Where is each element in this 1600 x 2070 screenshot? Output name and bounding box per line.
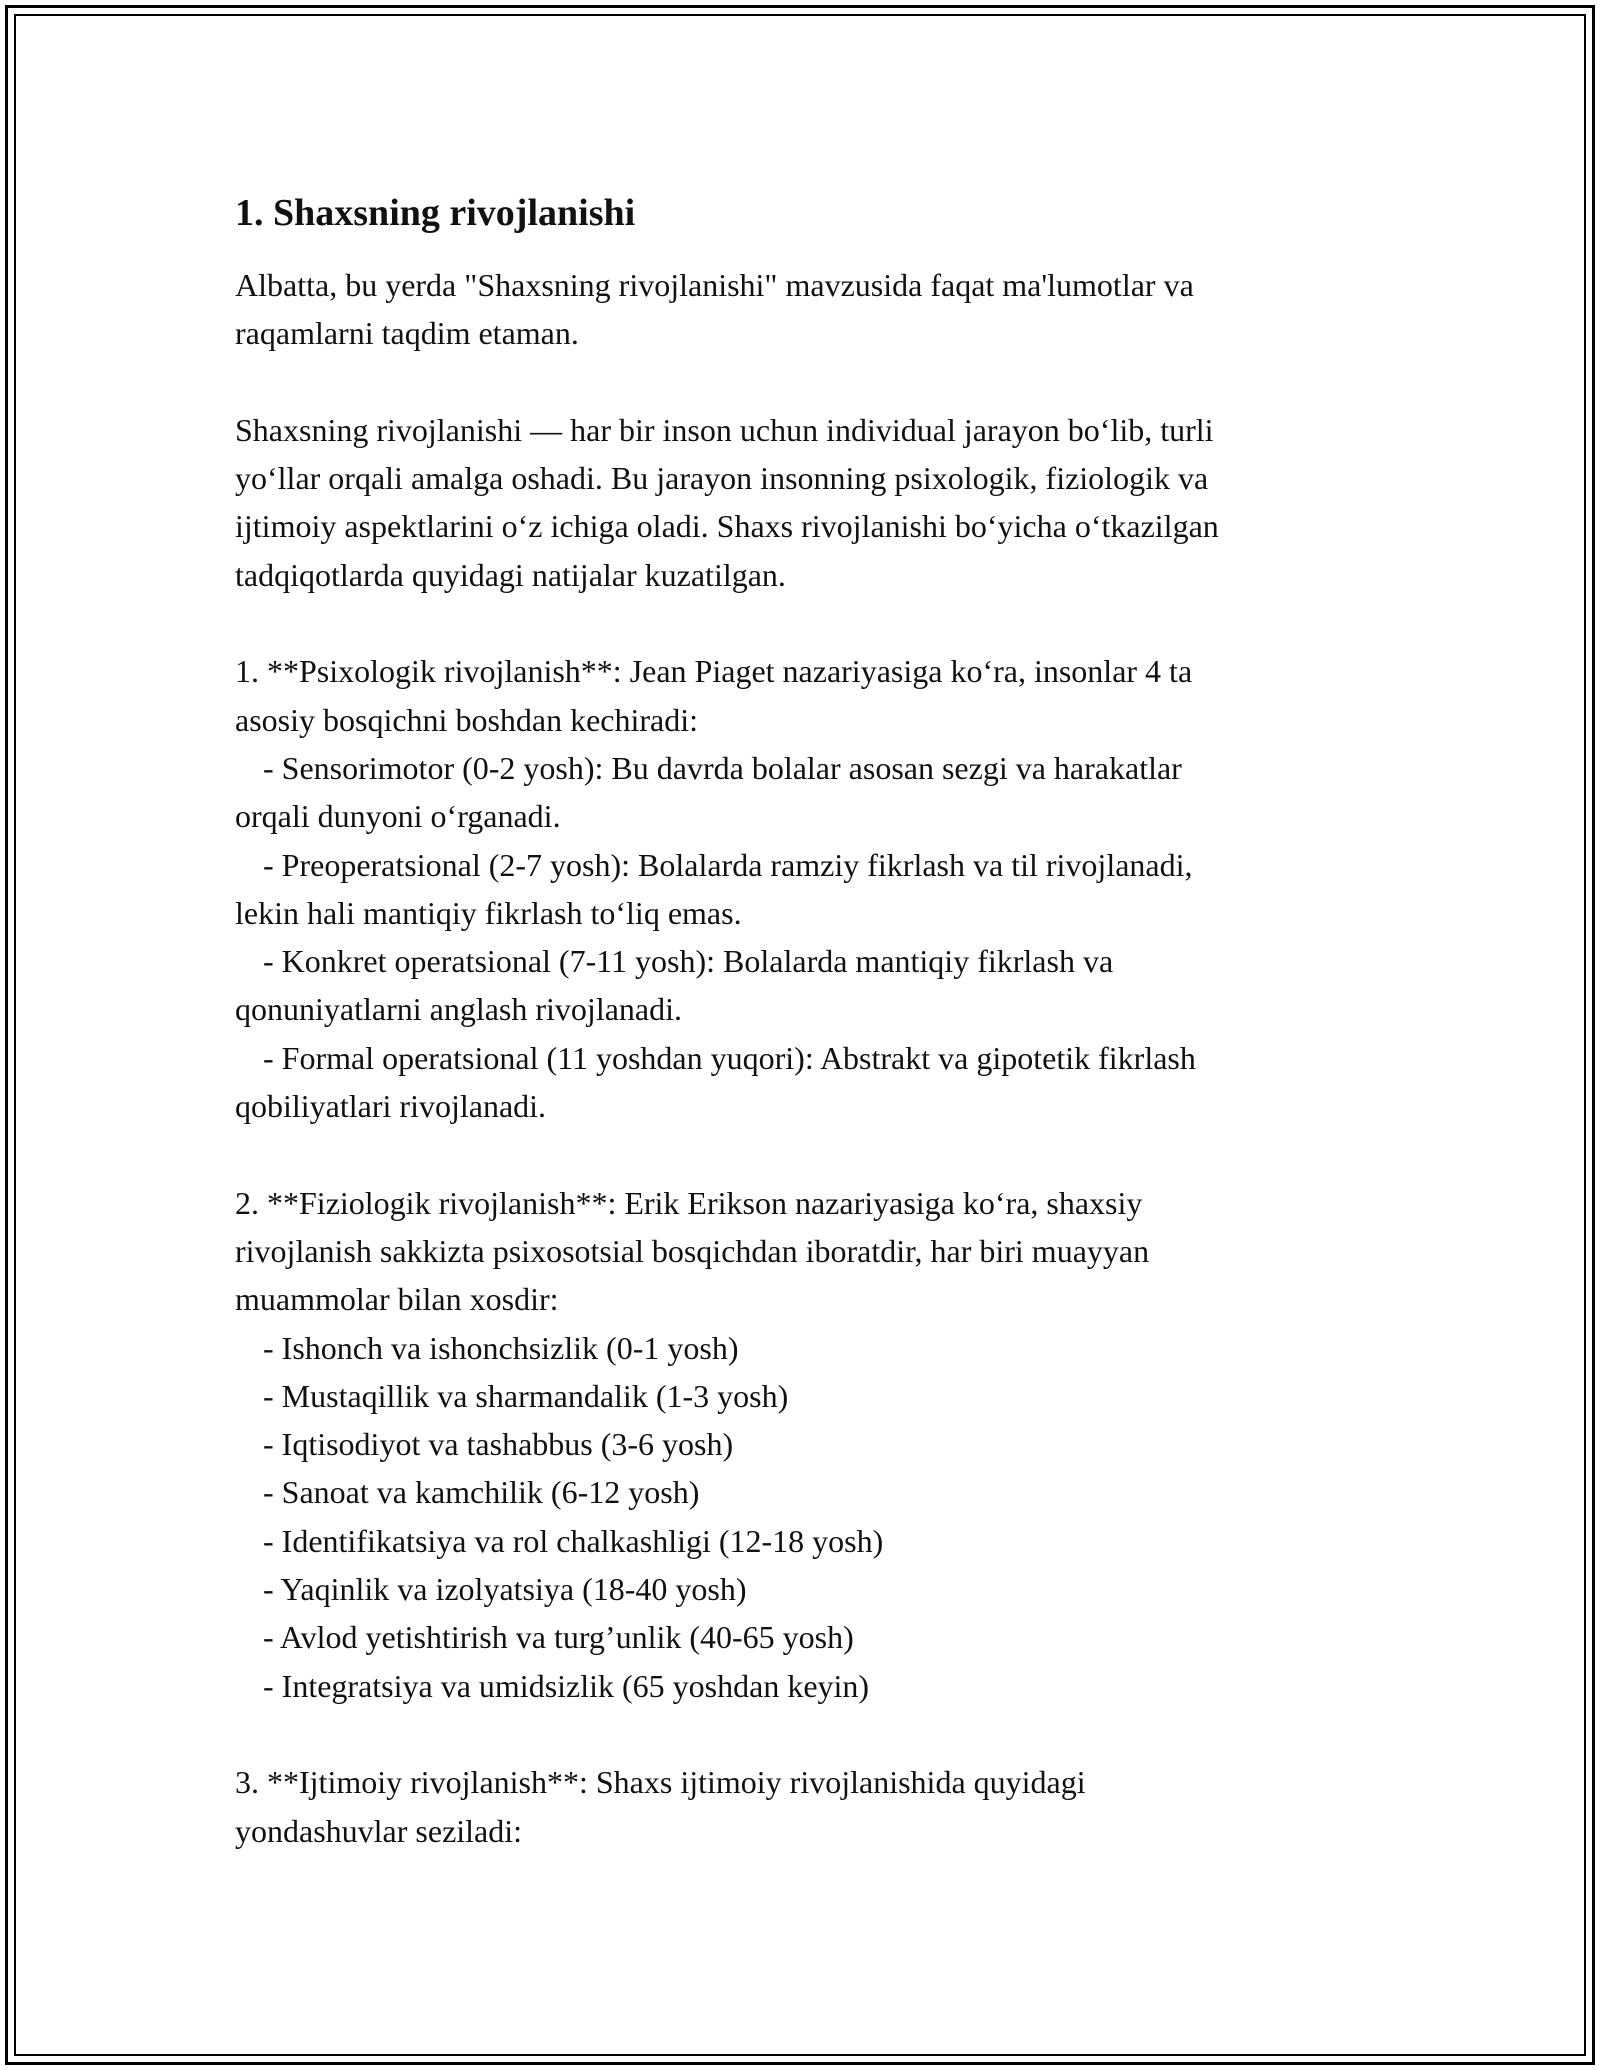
list-item <box>235 1034 1385 1131</box>
section-heading-line: asosiy bosqichni boshdan kechiradi: <box>235 701 699 738</box>
list-item-text: - Formal operatsional (11 yoshdan yuqori): Abstrakt va gipotetik fikrlash <box>263 1039 1196 1076</box>
blank-line <box>235 358 1385 406</box>
blank-line <box>235 599 1385 647</box>
text-line: Albatta, bu yerda "Shaxsning rivojlanishi" mavzusida faqat ma'lumotlar va <box>235 267 1194 303</box>
list-item-text: - Preoperatsional (2-7 yosh): Bolalarda ramziy fikrlash va til rivojlanadi, <box>263 846 1193 883</box>
document-title: 1. Shaxsning rivojlanishi <box>235 192 636 234</box>
text-line: yoʻllar orqali amalga oshadi. Bu jarayon insonning psixologik, fiziologik va <box>235 460 1209 497</box>
list-item <box>235 841 1385 938</box>
section-heading-line: 3. **Ijtimoiy rivojlanish**: Shaxs ijtimoiy rivojlanishida quyidagi <box>235 1764 1086 1801</box>
list-item-text: - Konkret operatsional (7-11 yosh): Bolalarda mantiqiy fikrlash va <box>263 943 1114 980</box>
section-heading-line: yondashuvlar seziladi: <box>235 1812 523 1849</box>
list-item <box>235 744 1385 841</box>
list-item-text: - Sensorimotor (0-2 yosh): Bu davrda bolalar asosan sezgi va harakatlar <box>263 749 1182 786</box>
section-physiological <box>235 1179 1385 1710</box>
section-psychological <box>235 647 1385 1130</box>
list-item: - Integratsiya va umidsizlik (65 yoshdan keyin) <box>263 1667 870 1704</box>
list-item-continuation: qonuniyatlarni anglash rivojlanadi. <box>235 991 682 1028</box>
list-item-continuation: qobiliyatlari rivojlanadi. <box>235 1088 547 1125</box>
blank-line <box>235 1130 1385 1178</box>
list-item: - Iqtisodiyot va tashabbus (3-6 yosh) <box>263 1426 734 1463</box>
text-line: Shaxsning rivojlanishi — har bir inson uchun individual jarayon boʻlib, turli <box>235 411 1214 448</box>
text-line: tadqiqotlarda quyidagi natijalar kuzatilgan. <box>235 556 786 593</box>
document-body <box>235 185 1385 1855</box>
section-heading-line: rivojlanish sakkizta psixosotsial bosqichdan iboratdir, har biri muayyan <box>235 1232 1150 1269</box>
list-item: - Yaqinlik va izolyatsiya (18-40 yosh) <box>263 1571 747 1608</box>
list-item: - Mustaqillik va sharmandalik (1-3 yosh) <box>263 1377 789 1414</box>
list-item-continuation: lekin hali mantiqiy fikrlash toʻliq emas. <box>235 894 742 931</box>
section-heading-line: muammolar bilan xosdir: <box>235 1281 559 1318</box>
list-item: - Avlod yetishtirish va turg’unlik (40-65 yosh) <box>263 1619 854 1656</box>
section-heading-line: 1. **Psixologik rivojlanish**: Jean Piaget nazariyasiga koʻra, insonlar 4 ta <box>235 653 1193 690</box>
overview-paragraph <box>235 406 1385 599</box>
text-line: ijtimoiy aspektlarini oʻz ichiga oladi. Shaxs rivojlanishi boʻyicha oʻtkazilgan <box>235 508 1219 545</box>
section-social <box>235 1758 1385 1855</box>
section-heading-line: 2. **Fiziologik rivojlanish**: Erik Erikson nazariyasiga koʻra, shaxsiy <box>235 1184 1143 1221</box>
list-item: - Identifikatsiya va rol chalkashligi (12-18 yosh) <box>263 1522 884 1559</box>
list-item: - Sanoat va kamchilik (6-12 yosh) <box>263 1474 700 1511</box>
list-item-continuation: orqali dunyoni oʻrganadi. <box>235 798 561 835</box>
intro-paragraph <box>235 261 1385 358</box>
blank-line <box>235 1710 1385 1758</box>
list-item <box>235 937 1385 1034</box>
list-item: - Ishonch va ishonchsizlik (0-1 yosh) <box>263 1329 739 1366</box>
text-line: raqamlarni taqdim etaman. <box>235 315 579 352</box>
